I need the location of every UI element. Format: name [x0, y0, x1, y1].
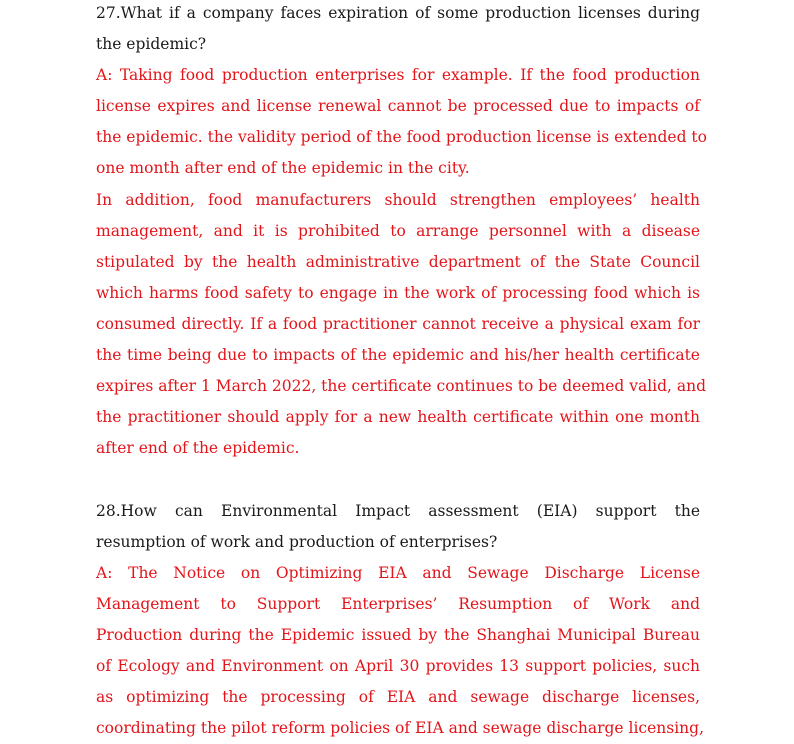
answer-line: the epidemic. the validity period of the food production license is extended to — [96, 122, 700, 153]
answer-28-paragraph-1 — [96, 558, 700, 744]
answer-line: license expires and license renewal cannot be processed due to impacts of — [96, 91, 700, 122]
faq-item-28 — [96, 496, 700, 744]
document-page — [96, 0, 700, 744]
answer-line: the time being due to impacts of the epidemic and his/her health certificate — [96, 340, 700, 371]
question-28 — [96, 496, 700, 558]
answer-line: one month after end of the epidemic in the city. — [96, 153, 700, 184]
answer-line: expires after 1 March 2022, the certificate continues to be deemed valid, and — [96, 371, 700, 402]
answer-line: which harms food safety to engage in the work of processing food which is — [96, 278, 700, 309]
question-line: resumption of work and production of enterprises? — [96, 527, 700, 558]
answer-line: coordinating the pilot reform policies of EIA and sewage discharge licensing, — [96, 713, 700, 744]
answer-line: stipulated by the health administrative department of the State Council — [96, 247, 700, 278]
question-line: 27.What if a company faces expiration of some production licenses during — [96, 0, 700, 29]
answer-line: management, and it is prohibited to arrange personnel with a disease — [96, 216, 700, 247]
question-line: the epidemic? — [96, 29, 700, 60]
answer-line: of Ecology and Environment on April 30 provides 13 support policies, such — [96, 651, 700, 682]
question-27 — [96, 0, 700, 60]
section-spacer — [96, 464, 700, 495]
answer-line: after end of the epidemic. — [96, 433, 700, 464]
answer-line: In addition, food manufacturers should strengthen employees’ health — [96, 185, 700, 216]
answer-line: consumed directly. If a food practitioner cannot receive a physical exam for — [96, 309, 700, 340]
answer-line: as optimizing the processing of EIA and sewage discharge licenses, — [96, 682, 700, 713]
answer-line: A: Taking food production enterprises for example. If the food production — [96, 60, 700, 91]
answer-line: Management to Support Enterprises’ Resumption of Work and — [96, 589, 700, 620]
answer-27-paragraph-1 — [96, 60, 700, 184]
question-line: 28.How can Environmental Impact assessment (EIA) support the — [96, 496, 700, 527]
answer-line: Production during the Epidemic issued by the Shanghai Municipal Bureau — [96, 620, 700, 651]
faq-item-27 — [96, 0, 700, 464]
answer-line: A: The Notice on Optimizing EIA and Sewage Discharge License — [96, 558, 700, 589]
answer-27-paragraph-2 — [96, 185, 700, 465]
answer-line: the practitioner should apply for a new health certificate within one month — [96, 402, 700, 433]
